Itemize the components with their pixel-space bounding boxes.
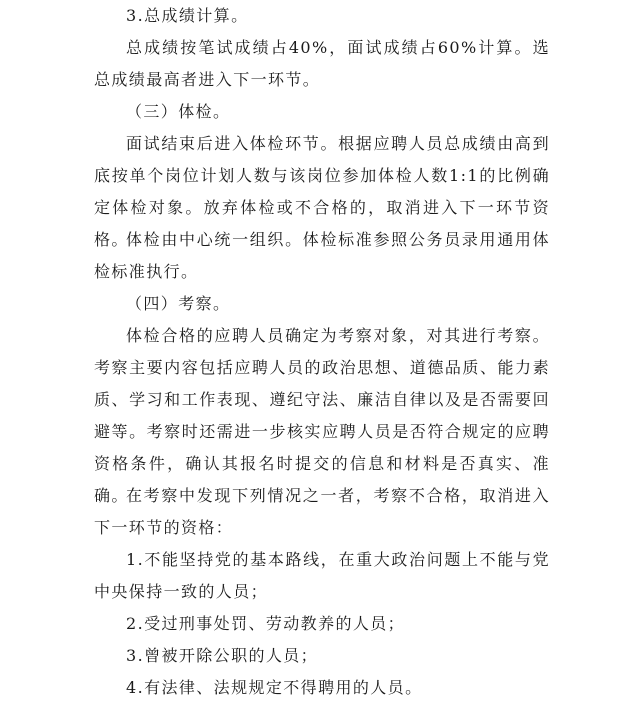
total-score-paragraph: 总成绩按笔试成绩占40%，面试成绩占60%计算。选总成绩最高者进入下一环节。 bbox=[94, 38, 550, 89]
physical-exam-standard-paragraph: 体检由中心统一组织。体检标准参照公务员录用通用体检标准执行。 bbox=[94, 230, 550, 281]
inspection-paragraph: 体检合格的应聘人员确定为考察对象，对其进行考察。考察主要内容包括应聘人员的政治思想、道德品质、能力素质、学习和工作表现、遵纪守法、廉洁自律以及是否需要回避等。考察时还需进一步核实应聘人员是否符合规定的应聘资格条件，确认其报名时提交的信息和材料是否真实、准确。 bbox=[94, 326, 550, 505]
section-heading-inspection: （四）考察。 bbox=[126, 294, 231, 313]
section-heading-physical-exam: （三）体检。 bbox=[126, 102, 231, 121]
physical-exam-paragraph: 面试结束后进入体检环节。根据应聘人员总成绩由高到底按单个岗位计划人数与该岗位参加体检人数1:1的比例确定体检对象。放弃体检或不合格的，取消进入下一环节资格。 bbox=[94, 134, 550, 249]
disqualification-item-3: 3.曾被开除公职的人员； bbox=[126, 646, 319, 665]
disqualification-item-2: 2.受过刑事处罚、劳动教养的人员； bbox=[126, 614, 406, 633]
disqualification-item-4: 4.有法律、法规规定不得聘用的人员。 bbox=[126, 678, 423, 697]
disqualification-item-1: 1.不能坚持党的基本路线，在重大政治问题上不能与党中央保持一致的人员； bbox=[94, 550, 550, 601]
disqualification-intro-paragraph: 在考察中发现下列情况之一者，考察不合格，取消进入下一环节的资格： bbox=[94, 486, 550, 537]
item-3-total-score-calc: 3.总成绩计算。 bbox=[126, 6, 249, 25]
